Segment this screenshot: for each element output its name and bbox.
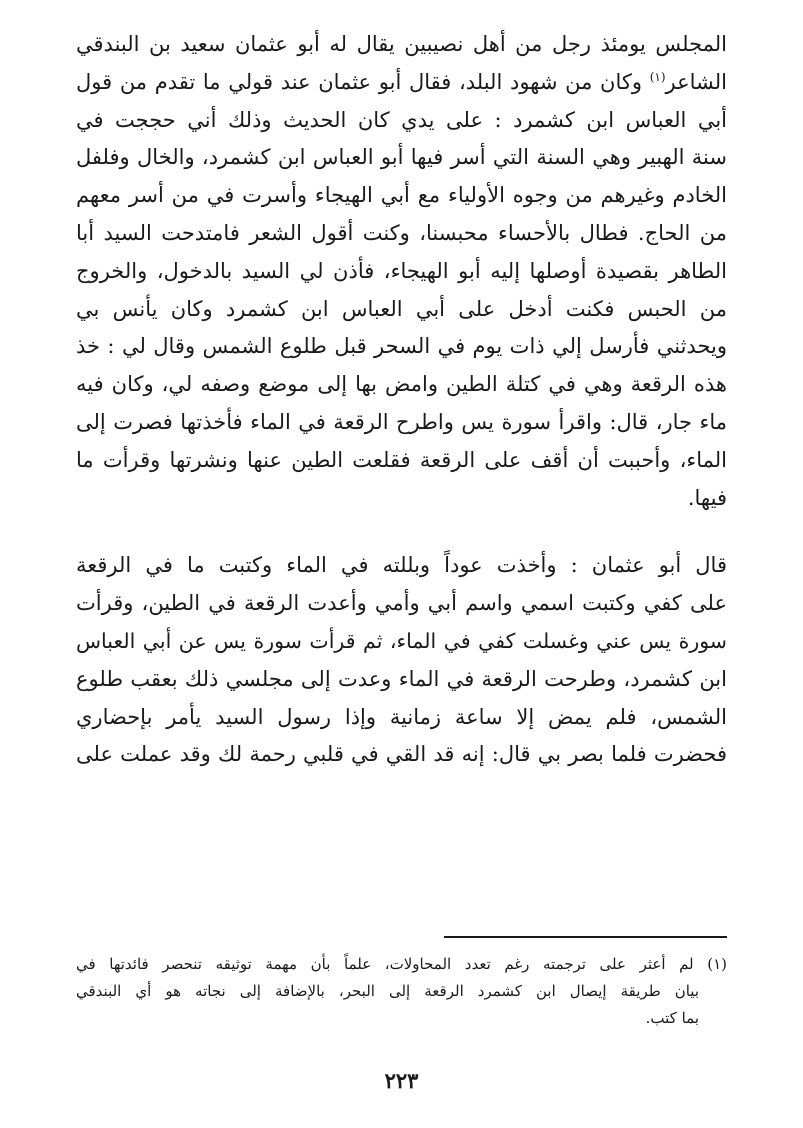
footnote-line: بما كتب. bbox=[645, 1009, 699, 1027]
footnote-separator bbox=[444, 936, 727, 938]
main-text bbox=[76, 26, 727, 774]
text-line: الشمس، فلم يمض إلا ساعة زمانية وإذا رسول السيد يأمر بإحضاري bbox=[76, 704, 727, 729]
text-line: ابن كشمرد، وطرحت الرقعة في الماء وعدت إلى مجلسي ذلك بعقب طلوع bbox=[76, 666, 727, 691]
footnote-marker: (١) bbox=[649, 69, 666, 84]
text-line: قال أبو عثمان : وأخذت عوداً وبللته في الماء وكتبت ما في الرقعة bbox=[76, 553, 727, 578]
text-line: هذه الرقعة وهي في كتلة الطين وامض بها إلى موضع وصفه لي، وكان فيه bbox=[76, 372, 727, 397]
text-line: المجلس يومئذ رجل من أهل نصيبين يقال له أبو عثمان سعيد بن البندقي bbox=[76, 32, 727, 56]
paragraph-1 bbox=[76, 26, 727, 517]
text-line: فيها. bbox=[687, 485, 727, 510]
text-line: الطاهر بقصيدة أوصلها إليه أبو الهيجاء، فأذن لي السيد بالدخول، والخروج bbox=[76, 258, 727, 283]
text-line bbox=[76, 64, 727, 102]
text-line: من الحبس فكنت أدخل على أبي العباس ابن كشمرد وكان يأنس بي bbox=[76, 296, 727, 321]
paragraph-spacer bbox=[76, 517, 727, 547]
text-line: على كفي وكتبت اسمي واسم أبي وأمي وأعدت الرقعة في الطين، وقرأت bbox=[76, 591, 727, 616]
footnote bbox=[76, 951, 727, 1032]
text-line: أبي العباس ابن كشمرد : على يدي كان الحديث وذلك أني حججت في bbox=[76, 107, 727, 132]
text-line: ويحدثني فأرسل إلي ذات يوم في السحر قبل طلوع الشمس وقال لي : خذ bbox=[76, 334, 727, 359]
text-line: ماء جار، قال: واقرأ سورة يس واطرح الرقعة في الماء فأخذتها فصرت إلى bbox=[76, 409, 727, 434]
text-line: الخادم وغيرهم من وجوه الأولياء مع أبي الهيجاء وأسرت في من أسر معهم bbox=[76, 183, 727, 208]
text-line: الماء، وأحببت أن أقف على الرقعة فقلعت الطين عنها ونشرتها وقرأت ما bbox=[76, 447, 727, 472]
footnote-line: (١) لم أعثر على ترجمته رغم تعدد المحاولات، علماً بأن مهمة توثيقه تنحصر فائدتها في bbox=[76, 955, 727, 973]
text-line: سورة يس عني وغسلت كفي في الماء، ثم قرأت سورة يس عن أبي العباس bbox=[76, 628, 727, 653]
text-line: فحضرت فلما بصر بي قال: إنه قد القي في قلبي رحمة لك وقد عملت على bbox=[76, 742, 727, 767]
text-line: سنة الهبير وهي السنة التي أسر فيها أبو العباس ابن كشمرد، والخال وفلفل bbox=[76, 145, 727, 170]
paragraph-2 bbox=[76, 547, 727, 774]
footnote-line: بيان طريقة إيصال ابن كشمرد الرقعة إلى البحر، بالإضافة إلى نجاته هو أي البندقي bbox=[76, 982, 699, 1000]
text-segment: وكان من شهود البلد، فقال أبو عثمان عند قولي ما تقدم من قول bbox=[76, 69, 650, 94]
text-line: من الحاج. فطال بالأحساء محبسنا، وكنت أقول الشعر فامتدحت السيد أبا bbox=[76, 220, 727, 245]
text-segment: الشاعر bbox=[665, 69, 727, 94]
page-number: ٢٢٣ bbox=[384, 1068, 419, 1093]
